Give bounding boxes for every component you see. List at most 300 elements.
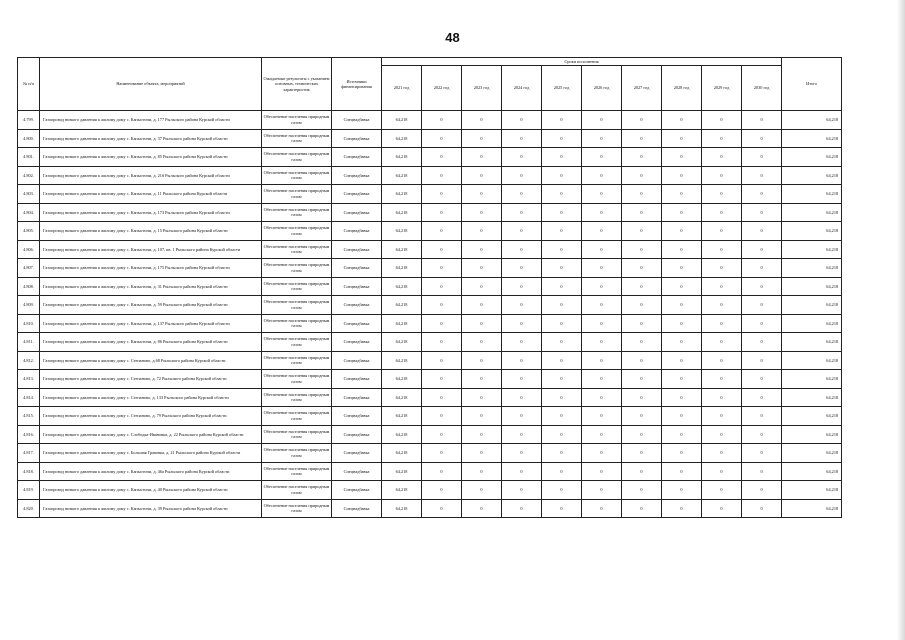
year-value: 0 [622, 240, 662, 259]
table-row [18, 111, 842, 130]
expected-result: Обеспечение населения природным газом [262, 314, 332, 333]
funding-source: Спецнадбавка [332, 425, 382, 444]
year-value: 0 [582, 481, 622, 500]
year-value: 0 [422, 222, 462, 241]
table-row [18, 481, 842, 500]
row-number: 4.807. [18, 259, 40, 278]
object-name: Газопровод низкого давления к жилому дому с. Капыстичи, д. 175 Рыльского района Курской области [40, 259, 262, 278]
year-value: 0 [542, 499, 582, 518]
year-value: 0 [422, 148, 462, 167]
year-value: 0 [542, 240, 582, 259]
row-total: 64,218 [782, 203, 842, 222]
table-row [18, 370, 842, 389]
table-row [18, 296, 842, 315]
row-number: 4.801. [18, 148, 40, 167]
year-value: 0 [662, 111, 702, 130]
funding-source: Спецнадбавка [332, 240, 382, 259]
year-value: 0 [742, 333, 782, 352]
row-number: 4.808. [18, 277, 40, 296]
expected-result: Обеспечение населения природным газом [262, 370, 332, 389]
year-value: 0 [742, 148, 782, 167]
funding-source: Спецнадбавка [332, 481, 382, 500]
year-value: 0 [742, 425, 782, 444]
year-value: 0 [462, 444, 502, 463]
object-name: Газопровод низкого давления к жилому дому с. Капыстичи, д. 15 Рыльского района Курской области [40, 222, 262, 241]
year-value: 0 [662, 296, 702, 315]
year-value: 0 [502, 185, 542, 204]
year-value: 0 [422, 185, 462, 204]
year-value: 0 [502, 129, 542, 148]
year-value: 0 [542, 351, 582, 370]
year-value: 0 [422, 314, 462, 333]
header-year: 2023 год [462, 66, 502, 111]
year-value: 0 [622, 222, 662, 241]
year-value: 0 [542, 425, 582, 444]
year-value: 0 [502, 222, 542, 241]
table-row [18, 388, 842, 407]
year-value: 64,218 [382, 370, 422, 389]
year-value: 0 [742, 499, 782, 518]
table-row [18, 222, 842, 241]
year-value: 0 [622, 444, 662, 463]
year-value: 0 [462, 111, 502, 130]
year-value: 0 [742, 222, 782, 241]
year-value: 64,218 [382, 296, 422, 315]
table-row [18, 333, 842, 352]
year-value: 0 [502, 277, 542, 296]
year-value: 0 [542, 481, 582, 500]
table-row [18, 499, 842, 518]
year-value: 0 [702, 222, 742, 241]
year-value: 0 [422, 407, 462, 426]
row-total: 64,218 [782, 388, 842, 407]
year-value: 0 [702, 240, 742, 259]
row-number: 4.802. [18, 166, 40, 185]
row-total: 64,218 [782, 314, 842, 333]
expected-result: Обеспечение населения природным газом [262, 259, 332, 278]
table-row [18, 148, 842, 167]
row-number: 4.820. [18, 499, 40, 518]
expected-result: Обеспечение населения природным газом [262, 185, 332, 204]
year-value: 0 [582, 166, 622, 185]
header-total: Итого [782, 58, 842, 111]
year-value: 0 [502, 111, 542, 130]
row-number: 4.819. [18, 481, 40, 500]
row-number: 4.803. [18, 185, 40, 204]
year-value: 64,218 [382, 444, 422, 463]
year-value: 0 [662, 481, 702, 500]
year-value: 0 [462, 129, 502, 148]
funding-source: Спецнадбавка [332, 444, 382, 463]
year-value: 0 [582, 111, 622, 130]
row-total: 64,218 [782, 351, 842, 370]
header-year: 2024 год [502, 66, 542, 111]
year-value: 0 [542, 129, 582, 148]
year-value: 0 [502, 425, 542, 444]
table-row [18, 277, 842, 296]
year-value: 64,218 [382, 351, 422, 370]
table-row [18, 407, 842, 426]
year-value: 0 [702, 166, 742, 185]
object-name: Газопровод низкого давления к жилому дому с. Капыстичи, д. 86 Рыльского района Курской области [40, 333, 262, 352]
year-value: 0 [422, 277, 462, 296]
table-row [18, 259, 842, 278]
header-year: 2030 год [742, 66, 782, 111]
row-number: 4.816. [18, 425, 40, 444]
funding-source: Спецнадбавка [332, 277, 382, 296]
year-value: 0 [702, 259, 742, 278]
funding-source: Спецнадбавка [332, 333, 382, 352]
year-value: 64,218 [382, 407, 422, 426]
year-value: 0 [702, 370, 742, 389]
expected-result: Обеспечение населения природным газом [262, 333, 332, 352]
header-source: Источники финансирования [332, 58, 382, 111]
year-value: 0 [422, 296, 462, 315]
year-value: 64,218 [382, 499, 422, 518]
year-value: 0 [542, 166, 582, 185]
object-name: Газопровод низкого давления к жилому дому с. Степаново, д. 133 Рыльского района Курской области [40, 388, 262, 407]
object-name: Газопровод низкого давления к жилому дому с. Капыстичи, д. 216 Рыльского района Курской области [40, 166, 262, 185]
row-number: 4.800. [18, 129, 40, 148]
row-total: 64,218 [782, 296, 842, 315]
year-value: 0 [582, 351, 622, 370]
year-value: 0 [662, 407, 702, 426]
table-row [18, 314, 842, 333]
year-value: 0 [462, 259, 502, 278]
year-value: 0 [742, 296, 782, 315]
year-value: 0 [542, 222, 582, 241]
year-value: 0 [582, 240, 622, 259]
row-number: 4.799. [18, 111, 40, 130]
year-value: 0 [502, 166, 542, 185]
scan-edge-shadow [897, 0, 905, 640]
header-name: Наименование объекта, мероприятий [40, 58, 262, 111]
row-number: 4.805. [18, 222, 40, 241]
year-value: 0 [462, 407, 502, 426]
year-value: 64,218 [382, 240, 422, 259]
table-row [18, 129, 842, 148]
year-value: 0 [742, 277, 782, 296]
year-value: 64,218 [382, 333, 422, 352]
expected-result: Обеспечение населения природным газом [262, 240, 332, 259]
funding-source: Спецнадбавка [332, 148, 382, 167]
year-value: 0 [662, 499, 702, 518]
object-name: Газопровод низкого давления к жилому дому с. Капыстичи, д. 31 Рыльского района Курской области [40, 277, 262, 296]
year-value: 0 [422, 259, 462, 278]
year-value: 0 [462, 499, 502, 518]
financing-table [17, 57, 842, 518]
year-value: 0 [502, 351, 542, 370]
year-value: 0 [742, 166, 782, 185]
year-value: 0 [622, 277, 662, 296]
row-number: 4.815. [18, 407, 40, 426]
year-value: 0 [662, 351, 702, 370]
row-total: 64,218 [782, 259, 842, 278]
expected-result: Обеспечение населения природным газом [262, 481, 332, 500]
year-value: 0 [462, 166, 502, 185]
row-total: 64,218 [782, 222, 842, 241]
year-value: 0 [622, 333, 662, 352]
funding-source: Спецнадбавка [332, 166, 382, 185]
year-value: 0 [702, 203, 742, 222]
year-value: 0 [422, 111, 462, 130]
year-value: 0 [462, 314, 502, 333]
row-number: 4.813. [18, 370, 40, 389]
year-value: 0 [502, 148, 542, 167]
year-value: 0 [622, 259, 662, 278]
year-value: 0 [502, 444, 542, 463]
header-year: 2021 год [382, 66, 422, 111]
year-value: 64,218 [382, 111, 422, 130]
header-year: 2027 год [622, 66, 662, 111]
year-value: 0 [462, 240, 502, 259]
object-name: Газопровод низкого давления к жилому дому с. Капыстичи, д. 137 Рыльского района Курской области [40, 314, 262, 333]
year-value: 0 [742, 203, 782, 222]
year-value: 0 [662, 425, 702, 444]
year-value: 0 [742, 462, 782, 481]
year-value: 0 [662, 129, 702, 148]
expected-result: Обеспечение населения природным газом [262, 148, 332, 167]
year-value: 64,218 [382, 166, 422, 185]
year-value: 0 [542, 185, 582, 204]
year-value: 0 [742, 444, 782, 463]
expected-result: Обеспечение населения природным газом [262, 499, 332, 518]
funding-source: Спецнадбавка [332, 222, 382, 241]
year-value: 0 [622, 499, 662, 518]
year-value: 0 [702, 444, 742, 463]
expected-result: Обеспечение населения природным газом [262, 425, 332, 444]
year-value: 0 [542, 370, 582, 389]
year-value: 0 [542, 296, 582, 315]
year-value: 0 [502, 407, 542, 426]
header-period: Сроки исполнения [382, 58, 782, 66]
year-value: 0 [422, 370, 462, 389]
year-value: 0 [462, 203, 502, 222]
year-value: 0 [702, 314, 742, 333]
object-name: Газопровод низкого давления к жилому дому с. Капыстичи, д. 11 Рыльского района Курской области [40, 185, 262, 204]
object-name: Газопровод низкого давления к жилому дому с. Степаново, д. 72 Рыльского района Курской области [40, 370, 262, 389]
funding-source: Спецнадбавка [332, 111, 382, 130]
year-value: 0 [542, 148, 582, 167]
year-value: 0 [662, 277, 702, 296]
year-value: 0 [422, 462, 462, 481]
year-value: 0 [702, 351, 742, 370]
year-value: 0 [462, 296, 502, 315]
year-value: 0 [742, 481, 782, 500]
year-value: 0 [662, 148, 702, 167]
header-result: Ожидаемые результаты с указанием основных, технических характеристик [262, 58, 332, 111]
table-row [18, 425, 842, 444]
row-total: 64,218 [782, 185, 842, 204]
funding-source: Спецнадбавка [332, 407, 382, 426]
year-value: 0 [742, 240, 782, 259]
year-value: 64,218 [382, 314, 422, 333]
object-name: Газопровод низкого давления к жилому дому с. Капыстичи, д. 37 Рыльского района Курской области [40, 129, 262, 148]
object-name: Газопровод низкого давления к жилому дому с. Капыстичи, д. 85 Рыльского района Курской области [40, 148, 262, 167]
year-value: 0 [622, 148, 662, 167]
row-number: 4.809. [18, 296, 40, 315]
row-total: 64,218 [782, 129, 842, 148]
funding-source: Спецнадбавка [332, 259, 382, 278]
header-year: 2029 год [702, 66, 742, 111]
expected-result: Обеспечение населения природным газом [262, 407, 332, 426]
year-value: 64,218 [382, 222, 422, 241]
year-value: 0 [662, 203, 702, 222]
funding-source: Спецнадбавка [332, 296, 382, 315]
year-value: 0 [742, 111, 782, 130]
funding-source: Спецнадбавка [332, 129, 382, 148]
year-value: 0 [662, 370, 702, 389]
year-value: 0 [662, 314, 702, 333]
object-name: Газопровод низкого давления к жилому дому с. Капыстичи, д. 46а Рыльского района Курской области [40, 462, 262, 481]
table-row [18, 185, 842, 204]
funding-source: Спецнадбавка [332, 370, 382, 389]
year-value: 0 [582, 462, 622, 481]
year-value: 0 [742, 185, 782, 204]
object-name: Газопровод низкого давления к жилому дому с. Капыстичи, д. 59 Рыльского района Курской области [40, 296, 262, 315]
year-value: 0 [582, 499, 622, 518]
year-value: 0 [542, 259, 582, 278]
year-value: 0 [582, 333, 622, 352]
year-value: 0 [662, 222, 702, 241]
year-value: 0 [422, 425, 462, 444]
year-value: 0 [462, 462, 502, 481]
header-year: 2022 год [422, 66, 462, 111]
year-value: 0 [422, 351, 462, 370]
year-value: 0 [422, 444, 462, 463]
year-value: 0 [702, 129, 742, 148]
year-value: 0 [662, 240, 702, 259]
year-value: 0 [702, 462, 742, 481]
year-value: 0 [742, 388, 782, 407]
funding-source: Спецнадбавка [332, 388, 382, 407]
funding-source: Спецнадбавка [332, 499, 382, 518]
year-value: 0 [622, 314, 662, 333]
year-value: 0 [662, 259, 702, 278]
object-name: Газопровод низкого давления к жилому дому с. Капыстичи, д. 173 Рыльского района Курской области [40, 203, 262, 222]
year-value: 0 [582, 203, 622, 222]
year-value: 0 [582, 148, 622, 167]
year-value: 0 [502, 333, 542, 352]
expected-result: Обеспечение населения природным газом [262, 203, 332, 222]
year-value: 0 [582, 259, 622, 278]
year-value: 0 [502, 259, 542, 278]
year-value: 0 [542, 203, 582, 222]
object-name: Газопровод низкого давления к жилому дому с. Капыстичи, д. 107, кв. 1 Рыльского района Курской области [40, 240, 262, 259]
year-value: 0 [582, 129, 622, 148]
year-value: 0 [622, 351, 662, 370]
expected-result: Обеспечение населения природным газом [262, 351, 332, 370]
year-value: 0 [542, 462, 582, 481]
year-value: 0 [582, 222, 622, 241]
table-row [18, 240, 842, 259]
row-total: 64,218 [782, 481, 842, 500]
year-value: 0 [422, 499, 462, 518]
page-number: 48 [445, 30, 460, 45]
row-number: 4.817. [18, 444, 40, 463]
year-value: 0 [582, 407, 622, 426]
header-year: 2028 год [662, 66, 702, 111]
year-value: 0 [702, 499, 742, 518]
expected-result: Обеспечение населения природным газом [262, 222, 332, 241]
row-number: 4.806. [18, 240, 40, 259]
expected-result: Обеспечение населения природным газом [262, 111, 332, 130]
year-value: 0 [662, 166, 702, 185]
year-value: 0 [542, 314, 582, 333]
year-value: 0 [622, 111, 662, 130]
year-value: 0 [502, 462, 542, 481]
row-number: 4.804. [18, 203, 40, 222]
table-row [18, 462, 842, 481]
year-value: 0 [502, 240, 542, 259]
year-value: 0 [462, 351, 502, 370]
header-year: 2026 год [582, 66, 622, 111]
year-value: 0 [462, 277, 502, 296]
object-name: Газопровод низкого давления к жилому дому с. Слободка-Ивановка, д. 22 Рыльского района Курской области [40, 425, 262, 444]
year-value: 0 [582, 444, 622, 463]
year-value: 64,218 [382, 462, 422, 481]
year-value: 0 [502, 203, 542, 222]
row-total: 64,218 [782, 148, 842, 167]
year-value: 0 [462, 481, 502, 500]
expected-result: Обеспечение населения природным газом [262, 296, 332, 315]
year-value: 0 [422, 388, 462, 407]
year-value: 0 [622, 407, 662, 426]
row-total: 64,218 [782, 499, 842, 518]
year-value: 0 [702, 407, 742, 426]
header-num: № п/п [18, 58, 40, 111]
row-total: 64,218 [782, 370, 842, 389]
year-value: 0 [702, 425, 742, 444]
year-value: 0 [622, 296, 662, 315]
year-value: 0 [702, 277, 742, 296]
year-value: 0 [462, 388, 502, 407]
year-value: 0 [462, 148, 502, 167]
year-value: 0 [422, 203, 462, 222]
year-value: 0 [582, 370, 622, 389]
year-value: 0 [702, 388, 742, 407]
object-name: Газопровод низкого давления к жилому дому с. Большая Граковка, д. 21 Рыльского района Курской области [40, 444, 262, 463]
year-value: 0 [542, 407, 582, 426]
year-value: 0 [542, 111, 582, 130]
year-value: 0 [622, 370, 662, 389]
year-value: 0 [742, 259, 782, 278]
year-value: 0 [462, 333, 502, 352]
year-value: 0 [742, 370, 782, 389]
funding-source: Спецнадбавка [332, 351, 382, 370]
row-number: 4.818. [18, 462, 40, 481]
row-number: 4.814. [18, 388, 40, 407]
year-value: 0 [422, 129, 462, 148]
year-value: 0 [502, 499, 542, 518]
year-value: 0 [742, 351, 782, 370]
row-total: 64,218 [782, 166, 842, 185]
year-value: 0 [742, 129, 782, 148]
year-value: 0 [422, 333, 462, 352]
year-value: 0 [702, 333, 742, 352]
year-value: 0 [582, 296, 622, 315]
year-value: 0 [422, 166, 462, 185]
year-value: 0 [582, 277, 622, 296]
row-total: 64,218 [782, 444, 842, 463]
expected-result: Обеспечение населения природным газом [262, 277, 332, 296]
header-year: 2025 год [542, 66, 582, 111]
year-value: 64,218 [382, 148, 422, 167]
expected-result: Обеспечение населения природным газом [262, 129, 332, 148]
year-value: 0 [582, 388, 622, 407]
year-value: 0 [462, 370, 502, 389]
year-value: 0 [622, 425, 662, 444]
